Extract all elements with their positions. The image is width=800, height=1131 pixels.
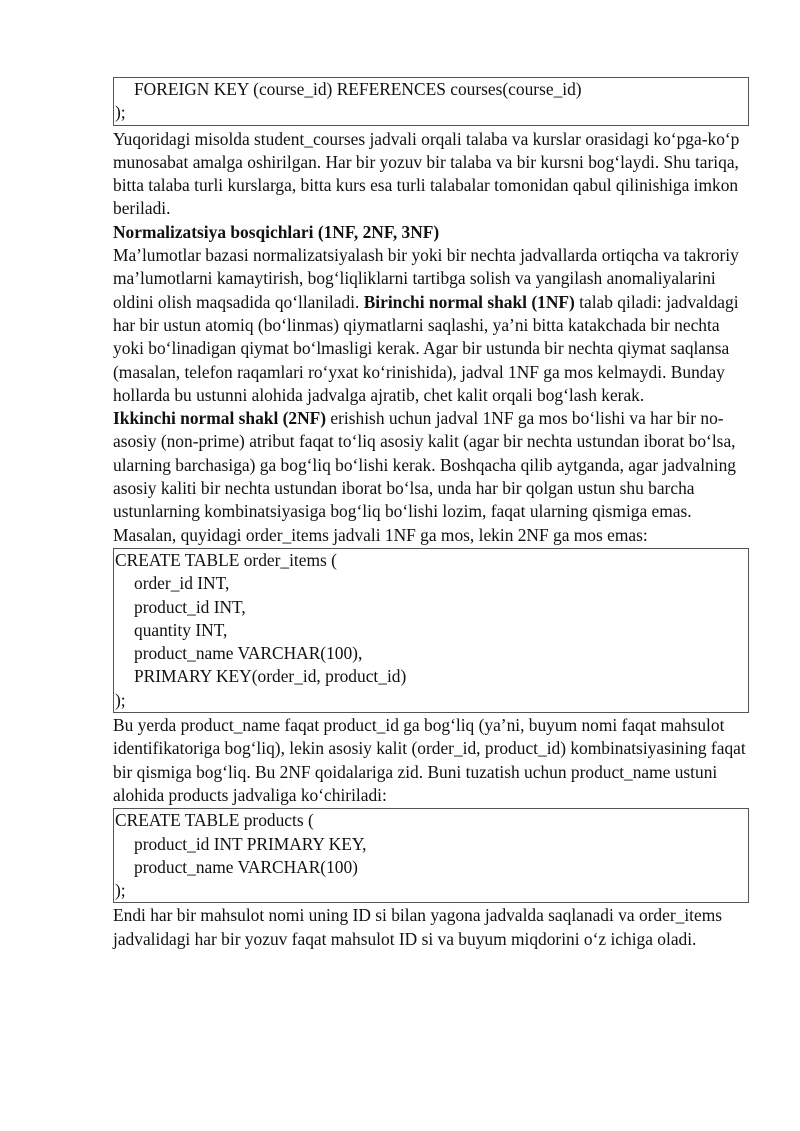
- code-line: );: [115, 880, 126, 901]
- code-block-products: [113, 808, 749, 903]
- code-line: CREATE TABLE order_items (: [115, 549, 337, 570]
- paragraph-text: Ma’lumotlar bazasi normalizatsiyalash bir yoki bir nechta jadvallarda ortiqcha va takroriy ma’lumotlarni kamaytirish, bog‘liqliklarni tartibga solish va yangilash anomaliyalarini oldini olish maqsadida qo‘llaniladi.: [113, 245, 739, 312]
- code-line: product_id INT PRIMARY KEY,: [134, 833, 367, 854]
- code-line: PRIMARY KEY(order_id, product_id): [134, 666, 407, 687]
- term-1nf: Birinchi normal shakl (1NF): [363, 291, 575, 312]
- code-line: product_name VARCHAR(100),: [134, 643, 363, 664]
- code-line: order_id INT,: [134, 573, 230, 594]
- code-line: CREATE TABLE products (: [115, 810, 314, 831]
- code-line: product_name VARCHAR(100): [134, 856, 358, 877]
- code-block-foreign-key: [113, 77, 749, 126]
- section-heading-normalization: Normalizatsiya bosqichlari (1NF, 2NF, 3NF): [113, 221, 440, 242]
- code-block-order-items: [113, 548, 749, 713]
- paragraph-1nf: [113, 244, 749, 407]
- code-line: );: [115, 689, 126, 710]
- paragraph-text: erishish uchun jadval 1NF ga mos bo‘lishi va har bir no-asosiy (non-prime) atribut faqat to‘liq asosiy kalit (agar bir nechta ustundan iborat bo‘lsa, ularning barchasiga) ga bog‘liq bo‘lishi kerak. Boshqacha qilib aytganda, agar jadvalning asosiy kaliti bir nechta ustundan iborat bo‘lsa, unda har bir qolgan ustun shu barcha ustunlarning kombinatsiyasiga bog‘liq bo‘lishi lozim, faqat ularning qismiga emas. Masalan, quyidagi order_items jadvali 1NF ga mos, lekin 2NF ga mos emas:: [113, 408, 736, 545]
- paragraph-2nf: [113, 407, 749, 547]
- code-line: quantity INT,: [134, 619, 228, 640]
- paragraph-student-courses: Yuqoridagi misolda student_courses jadvali orqali talaba va kurslar orasidagi ko‘pga-ko‘p munosabat amalga oshirilgan. Har bir yozuv bir talaba va bir kursni bog‘laydi. Shu tariqa, bitta talaba turli kurslarga, bitta kurs esa turli talabalar tomonidan qabul qilinishiga imkon beriladi.: [113, 128, 740, 219]
- document-page: [113, 77, 749, 951]
- term-2nf: Ikkinchi normal shakl (2NF): [113, 408, 327, 429]
- code-line: FOREIGN KEY (course_id) REFERENCES courses(course_id): [134, 79, 582, 99]
- paragraph-product-name: Bu yerda product_name faqat product_id ga bog‘liq (ya’ni, buyum nomi faqat mahsulot identifikatoriga bog‘liq), lekin asosiy kalit (order_id, product_id) kombinatsiyasining faqat bir qismiga bog‘liq. Bu 2NF qoidalariga zid. Buni tuzatish uchun product_name ustuni alohida products jadvaliga ko‘chiriladi:: [113, 715, 746, 805]
- code-line: );: [115, 102, 126, 123]
- paragraph-conclusion: Endi har bir mahsulot nomi uning ID si bilan yagona jadvalda saqlanadi va order_items jadvalidagi har bir yozuv faqat mahsulot ID si va buyum miqdorini o‘z ichiga oladi.: [113, 905, 723, 949]
- paragraph-text: talab qiladi: jadvaldagi har bir ustun atomiq (bo‘linmas) qiymatlarni saqlashi, ya’ni bitta katakchada bir nechta yoki bo‘linadigan qiymat bo‘lmasligi kerak. Agar bir ustunda bir nechta qiymat saqlansa (masalan, telefon raqamlari ro‘yxat ko‘rinishida), jadval 1NF ga mos kelmaydi. Bunday hollarda bu ustunni alohida jadvalga ajratib, chet kalit orqali bog‘lash kerak.: [113, 291, 739, 405]
- code-line: product_id INT,: [134, 596, 246, 617]
